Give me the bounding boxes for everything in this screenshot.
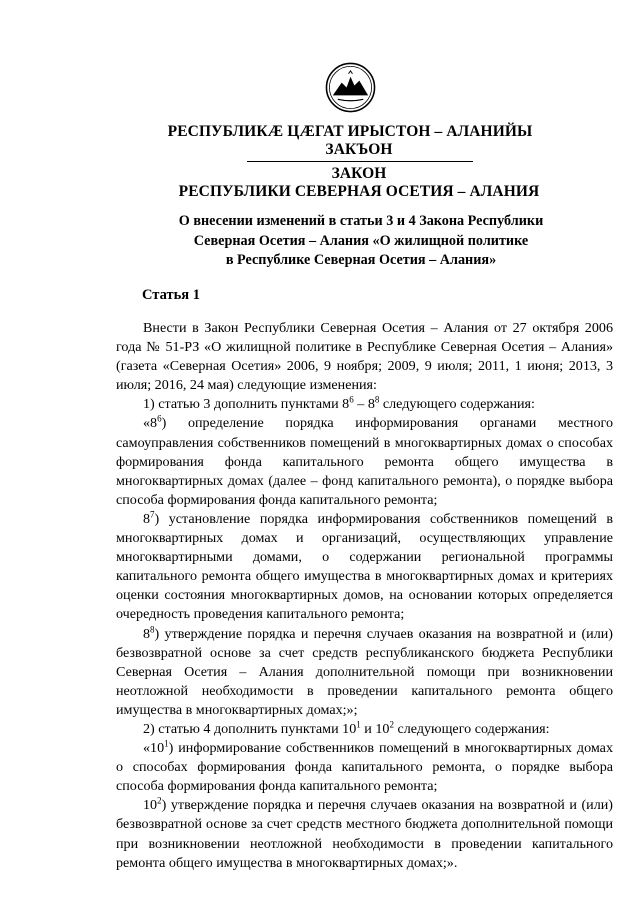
point-8-7-paragraph: $8^7$) установление порядка информирования собственников помещений в многоквартирных домах и организаций, осуществляющих управление многоквартирными домами, о содержании региональной программы капитального ремонта общего имущества в многоквартирных домах и критериях оценки состояния многоквартирных домов, на основании которых определяется очередность проведения капитального ремонта; [116,509,613,623]
point-8-6-paragraph: «$8^6$) определение порядка информирования органами местного самоуправления собственников помещений в многоквартирных домах о способах формирования фонда капитального ремонта общего имущества в многоквартирных домах (далее – фонд капитального ремонта), о порядке выбора способа формирования фонда капитального ремонта; [116,413,613,508]
point-8-8-paragraph: $8^8$) утверждение порядка и перечня случаев оказания на возвратной и (или) безвозвратной основе за счет средств республиканского бюджета Республики Северная Осетия – Алания дополнительной помощи при возникновении неотложной необходимости в проведении капитального ремонта общего имущества в многоквартирных домах;»; [116,623,613,718]
article-heading: Статья 1 [142,287,200,303]
header-law: ЗАКОН [331,165,387,182]
law-title-line-1: О внесении изменений в статьи 3 и 4 Закона Республики [178,213,544,229]
point-10-2-paragraph: $10^2$) утверждение порядка и перечня случаев оказания на возвратной и (или) безвозвратной основе за счет средств местного бюджета дополнительной помощи при возникновении неотложной необходимости в проведении капитального ремонта общего имущества в многоквартирных домах;». [116,795,613,871]
intro-paragraph: Внести в Закон Республики Северная Осетия – Алания от 27 октября 2006 года № 51-РЗ «О жилищной политике в Республике Северная Осетия – Алания» (газета «Северная Осетия» 2006, 9 ноября; 2009, 9 июля; 2011, 1 июня; 2013, 3 июля; 2016, 24 мая) следующие изменения: [116,320,613,394]
item-2-paragraph: 2) статью 4 дополнить пунктами $10^1$ и $10^2$ следующего содержания: [143,719,550,737]
header-republic-ossetian: РЕСПУБЛИКÆ ЦÆГАТ ИРЫСТОН – АЛАНИЙЫ [167,123,533,140]
coat-of-arms-emblem-icon [325,62,376,113]
law-title-line-3: в Республике Северная Осетия – Алания» [225,252,497,268]
item-1-paragraph: 1) статью 3 дополнить пунктами $8^6 - 8^8$ следующего содержания: [143,394,535,413]
header-republic-russian: РЕСПУБЛИКИ СЕВЕРНАЯ ОСЕТИЯ – АЛАНИЯ [178,183,540,200]
header-divider [247,161,473,162]
article-body [116,319,613,873]
law-title-line-2: Северная Осетия – Алания «О жилищной политике [193,232,529,249]
law-title [120,212,602,271]
point-10-1-paragraph: «$10^1$) информирование собственников помещений в многоквартирных домах о способах формирования фонда капитального ремонта, о порядке выбора способа формирования фонда капитального ремонта; [116,738,613,795]
header-law-ossetian: ЗАКЪОН [325,141,393,158]
